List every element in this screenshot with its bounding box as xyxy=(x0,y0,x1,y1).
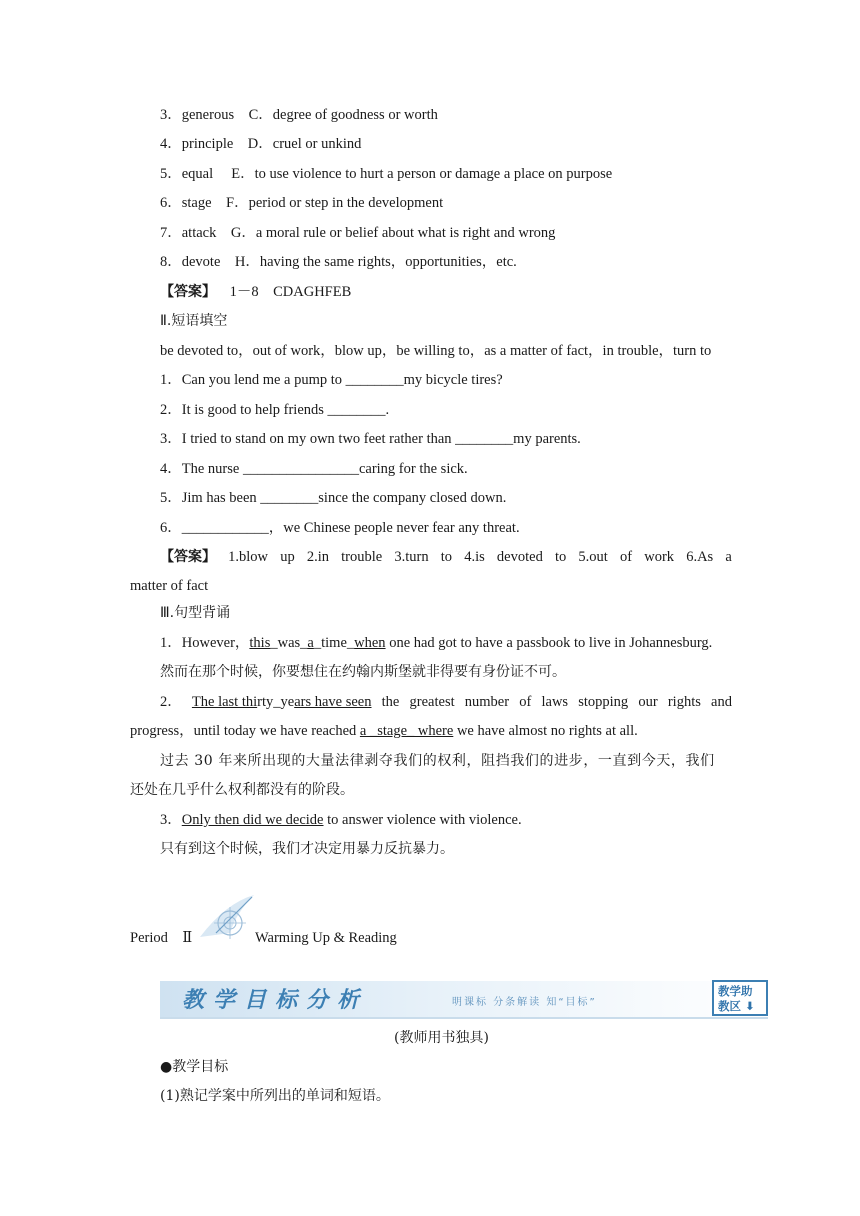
text-span: the xyxy=(381,694,400,710)
banner-title: 教学目标分析 xyxy=(182,987,369,1013)
blank-item: 2．It is good to help friends ________. xyxy=(160,402,390,418)
sentence-3 xyxy=(160,810,522,830)
answer-text: 1－8 CDAGHFEB xyxy=(229,284,352,300)
answer-word: 6.As xyxy=(686,549,714,565)
section-heading: Ⅲ.句型背诵 xyxy=(160,605,231,621)
text-span: number xyxy=(464,694,510,710)
text-span: to answer violence with violence. xyxy=(323,812,522,828)
text-span: progress，until today we have reached xyxy=(130,723,360,739)
sentence-1 xyxy=(160,633,712,653)
answer-label: 【答案】 xyxy=(160,549,216,565)
text-span: of xyxy=(519,694,532,710)
match-item: 8．devote H．having the same rights，opportunities，etc. xyxy=(160,254,517,270)
section-banner xyxy=(160,981,768,1019)
text-span: one had got to have a passbook to live in Johannesburg. xyxy=(385,635,713,651)
answer-continuation: matter of fact xyxy=(130,578,209,594)
text-span: rights xyxy=(667,694,701,710)
text-span: we have almost no rights at all. xyxy=(453,723,638,739)
badge-line: 教学助 xyxy=(718,984,753,998)
answer-line xyxy=(160,547,732,567)
text-span: our xyxy=(638,694,658,710)
answer-word: 1.blow xyxy=(228,549,269,565)
teacher-note: (教师用书独具) xyxy=(394,1030,489,1046)
period-title: Warming Up & Reading xyxy=(255,930,397,946)
underlined-span: ars have seen xyxy=(294,694,372,710)
blank-item: 1．Can you lend me a pump to ________my bicycle tires? xyxy=(160,372,503,388)
underlined-span: The last thi xyxy=(191,694,258,710)
answer-line xyxy=(160,282,351,302)
text-span: 3． xyxy=(160,812,182,828)
underlined-span: Only then did we decide xyxy=(181,812,324,828)
answer-word: trouble xyxy=(341,549,383,565)
arrow-down-icon: ⬇ xyxy=(745,999,755,1013)
answer-word: to xyxy=(554,549,567,565)
blank-item: 3．I tried to stand on my own two feet rather than ________my parents. xyxy=(160,431,581,447)
match-item: 6．stage F．period or step in the development xyxy=(160,195,444,211)
answer-word: devoted xyxy=(496,549,543,565)
badge-line: 教区 ⬇ xyxy=(718,999,755,1013)
answer-word: 2.in xyxy=(306,549,329,565)
teacher-aid-badge[interactable] xyxy=(712,980,768,1016)
match-item: 4．principle D．cruel or unkind xyxy=(160,136,362,152)
banner-subtitle: 明课标 分条解读 知“目标” xyxy=(452,997,597,1008)
text-span: and xyxy=(711,694,732,710)
blank-item: 6．____________，we Chinese people never fear any threat. xyxy=(160,520,520,536)
period-label: Period Ⅱ xyxy=(130,930,193,946)
answer-word: of xyxy=(619,549,633,565)
match-item: 7．attack G．a moral rule or belief about what is right and wrong xyxy=(160,225,556,241)
underlined-span: when xyxy=(354,635,386,651)
answer-label: 【答案】 xyxy=(160,284,216,300)
sentence-2 xyxy=(160,692,732,712)
sentence-2-continuation xyxy=(130,721,638,741)
text-span: _was_ xyxy=(270,635,308,651)
answer-word: 5.out xyxy=(578,549,608,565)
underlined-span: this xyxy=(249,635,271,651)
blank-item: 4．The nurse ________________caring for the sick. xyxy=(160,461,468,477)
compass-logo-icon xyxy=(196,893,258,943)
underlined-span: a xyxy=(307,635,314,651)
phrase-bank: be devoted to，out of work，blow up，be willing to，as a matter of fact，in trouble，turn to xyxy=(160,343,712,359)
text-span: _time_ xyxy=(313,635,355,651)
answer-word: to xyxy=(440,549,453,565)
goal-item: (1)熟记学案中所列出的单词和短语。 xyxy=(160,1088,390,1104)
text-span: greatest xyxy=(409,694,455,710)
answer-word: 3.turn xyxy=(394,549,429,565)
sentence-3-translation: 只有到这个时候，我们才决定用暴力反抗暴力。 xyxy=(160,841,454,857)
sentence-1-translation: 然而在那个时候，你要想住在约翰内斯堡就非得要有身份证不可。 xyxy=(160,664,566,680)
match-item: 5．equal E．to use violence to hurt a person or damage a place on purpose xyxy=(160,166,613,182)
answer-word: a xyxy=(725,549,732,565)
section-heading: Ⅱ.短语填空 xyxy=(160,313,228,329)
sentence-2-translation: 过去 30 年来所出现的大量法律剥夺我们的权利，阻挡我们的进步，一直到今天，我们 xyxy=(160,753,715,769)
goal-heading: ●教学目标 xyxy=(160,1059,229,1075)
answer-word: work xyxy=(644,549,675,565)
underlined-span: a _stage_ where xyxy=(359,723,454,739)
text-span: rty_ye xyxy=(257,694,295,710)
answer-word: up xyxy=(280,549,295,565)
text-span: 1．However， xyxy=(160,635,250,651)
text-span: laws xyxy=(541,694,569,710)
text-span: stopping xyxy=(578,694,629,710)
sentence-2-translation-cont: 还处在几乎什么权利都没有的阶段。 xyxy=(130,782,354,798)
answer-word: 4.is xyxy=(464,549,485,565)
text-span: 2． xyxy=(160,694,182,710)
blank-item: 5．Jim has been ________since the company closed down. xyxy=(160,490,507,506)
match-item: 3．generous C．degree of goodness or worth xyxy=(160,107,438,123)
